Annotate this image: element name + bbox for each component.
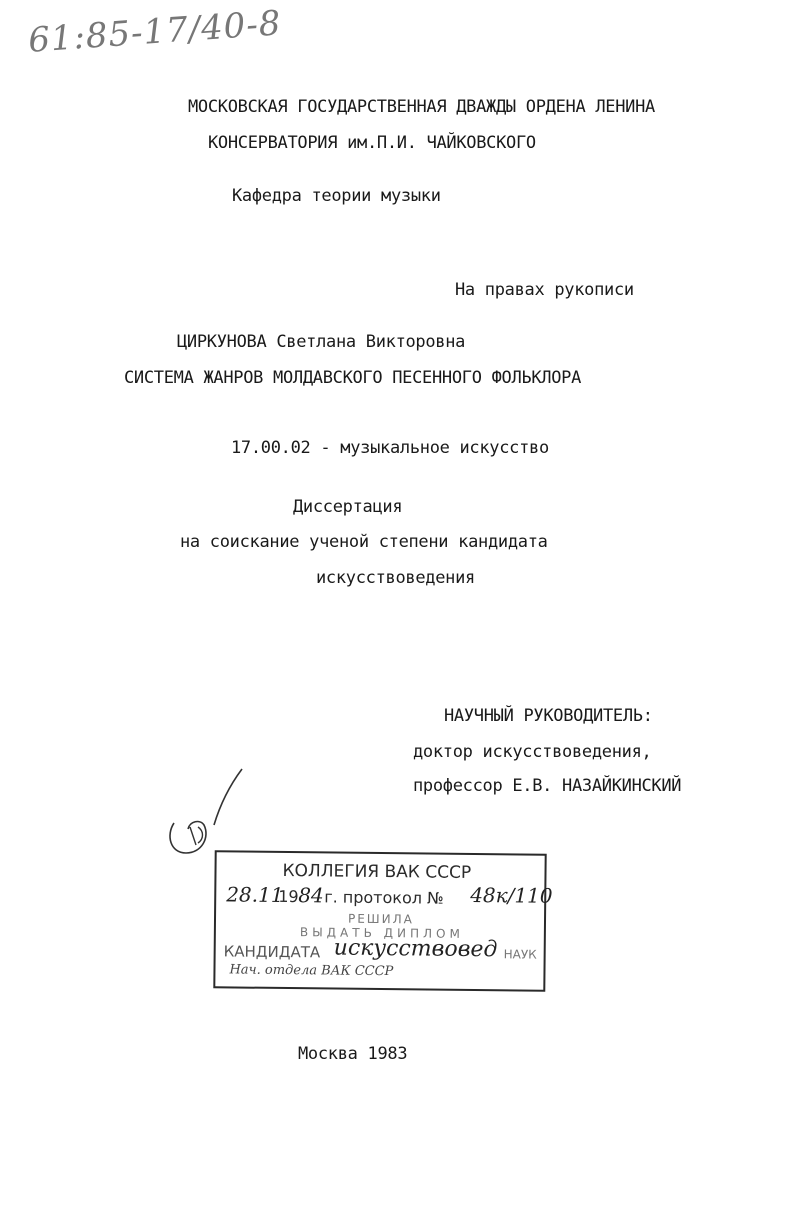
archive-mark: 61:85-17/40-8 — [26, 3, 283, 61]
institution-line-2: КОНСЕРВАТОРИЯ им.П.И. ЧАЙКОВСКОГО — [208, 133, 536, 153]
stamp-date-hand: 28.11 — [226, 882, 284, 907]
stamp-year-prefix: 19 — [278, 886, 299, 907]
specialty-code: 17.00.02 - музыкальное искусство — [231, 438, 549, 458]
author-name: ЦИРКУНОВА Светлана Викторовна — [177, 332, 466, 352]
department: Кафедра теории музыки — [232, 186, 441, 206]
stamp-issue: ВЫДАТЬ ДИПЛОМ — [299, 925, 464, 941]
supervisor-degree: доктор искусствоведения, — [413, 742, 652, 762]
stamp-candidate-row — [223, 935, 540, 965]
supervisor-label: НАУЧНЫЙ РУКОВОДИТЕЛЬ: — [444, 706, 653, 726]
degree-field: искусствоведения — [316, 568, 475, 588]
stamp-decision: РЕШИЛА — [347, 911, 414, 927]
stamp-protocol-hand: 48к/110 — [470, 882, 553, 908]
degree-line: на соискание ученой степени кандидата — [180, 532, 548, 552]
stamp-date-row — [224, 882, 553, 913]
city-year: Москва 1983 — [298, 1044, 408, 1064]
stamp-field-hand: искусствовед — [333, 935, 498, 963]
dissertation-title: СИСТЕМА ЖАНРОВ МОЛДАВСКОГО ПЕСЕННОГО ФОЛЬКЛОРА — [124, 368, 582, 388]
stamp-head: Нач. отдела ВАК СССР — [229, 962, 394, 980]
handwritten-flourish-icon — [160, 765, 250, 860]
stamp-protocol-label: г. протокол № — [324, 887, 444, 908]
stamp-org: КОЛЛЕГИЯ ВАК СССР — [282, 860, 472, 883]
stamp-year-hand: 84 — [298, 883, 324, 908]
rights-note: На правах рукописи — [455, 280, 634, 300]
institution-line-1: МОСКОВСКАЯ ГОСУДАРСТВЕННАЯ ДВАЖДЫ ОРДЕНА ЛЕНИНА — [188, 97, 655, 117]
dissertation-label: Диссертация — [293, 497, 403, 517]
stamp-sciences: НАУК — [503, 947, 537, 962]
vak-stamp — [213, 850, 553, 991]
supervisor-name: профессор Е.В. НАЗАЙКИНСКИЙ — [413, 776, 682, 796]
stamp-candidate: КАНДИДАТА — [223, 942, 321, 962]
